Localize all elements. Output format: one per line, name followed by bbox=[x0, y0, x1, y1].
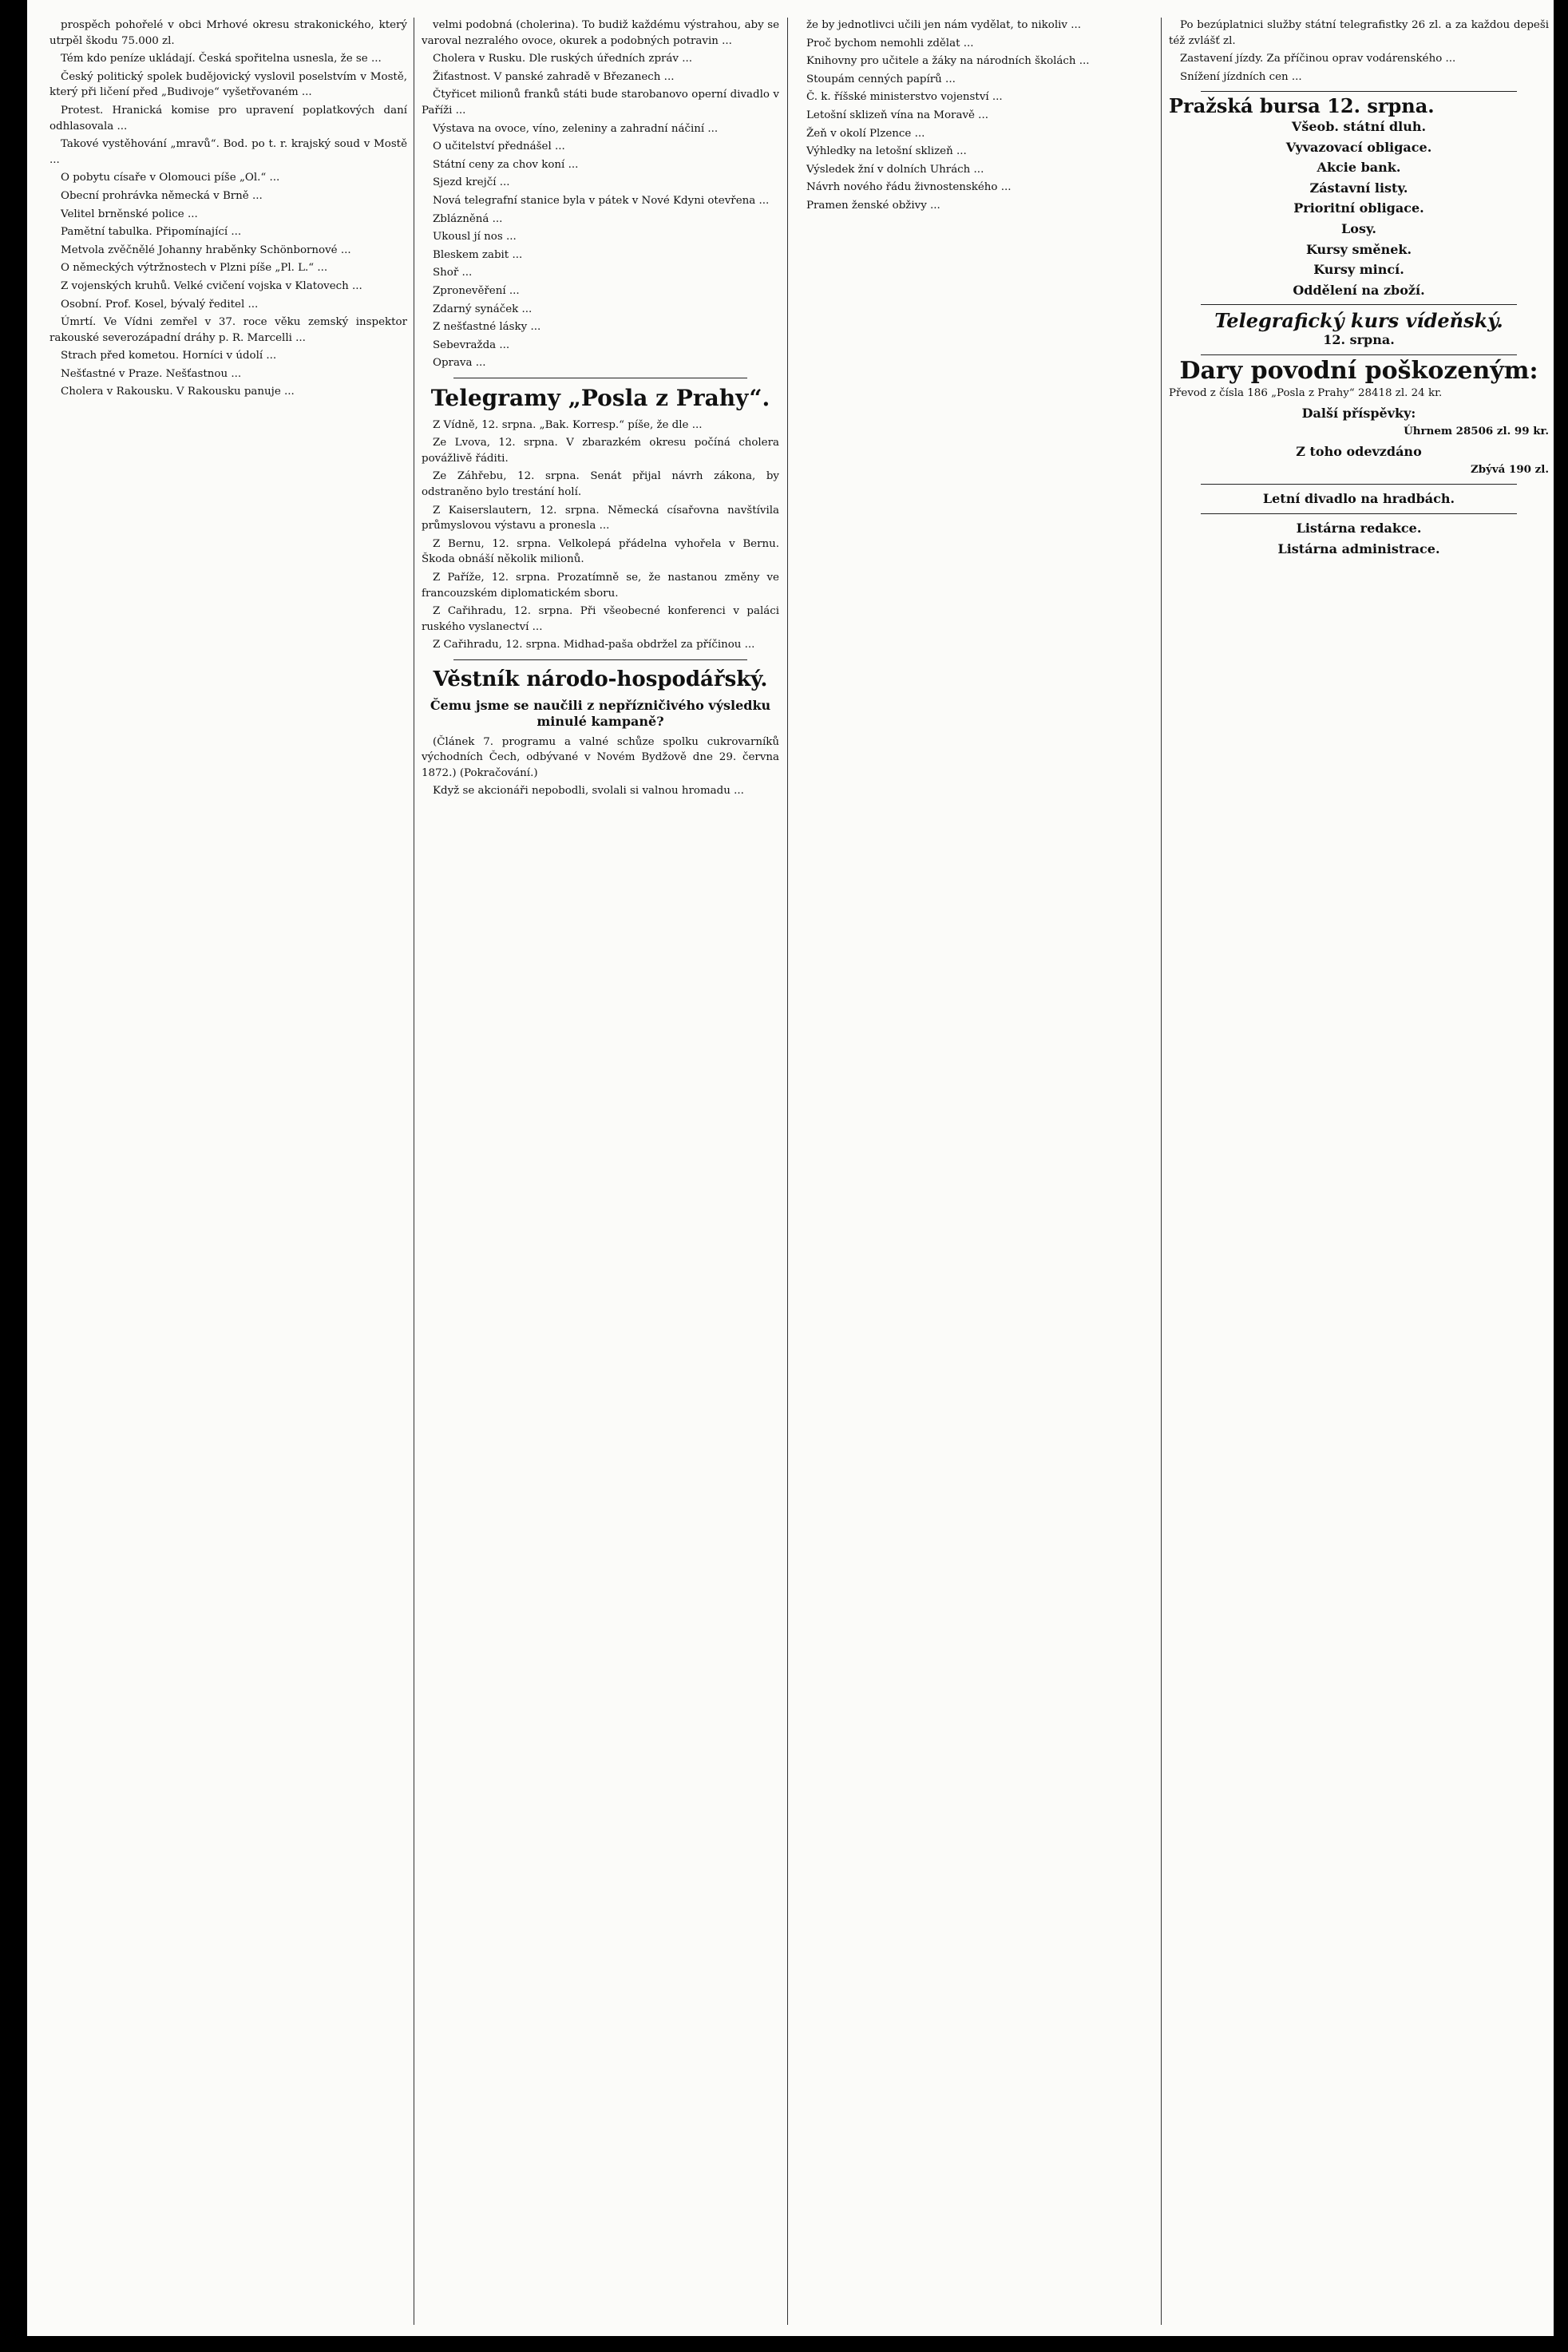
bursa-section-title: Kursy mincí. bbox=[1313, 262, 1404, 278]
section-divider bbox=[1201, 91, 1517, 92]
dary-line: Převod z čísla 186 „Posla z Prahy“ 28418 zl. 24 kr. bbox=[1169, 386, 1443, 399]
bursa-heading bbox=[1169, 94, 1549, 118]
telegram-item: Z Vídně, 12. srpna. „Bak. Korresp.“ píše, že dle ... bbox=[433, 418, 703, 431]
article-paragraph: Nová telegrafní stanice byla v pátek v Nové Kdyni otevřena ... bbox=[433, 194, 770, 207]
article-paragraph: Po bezúplatnici služby státní telegrafistky 26 zl. a za každou depeši též zvlášť zl. bbox=[1169, 19, 1549, 47]
article-paragraph: Č. k. říšské ministerstvo vojenství ... bbox=[806, 91, 1003, 104]
article-paragraph: Výsledek žní v dolních Uhrách ... bbox=[806, 163, 984, 176]
telegram-item: Ze Lvova, 12. srpna. V zbarazkém okresu počíná cholera povážlivě řáditi. bbox=[422, 437, 779, 465]
article-paragraph: Pramen ženské obživy ... bbox=[806, 199, 940, 212]
column-1 bbox=[49, 18, 407, 2325]
article-paragraph: Stoupám cenných papírů ... bbox=[806, 73, 956, 85]
article-paragraph: Zpronevěření ... bbox=[433, 284, 520, 297]
article-paragraph: Zblázněná ... bbox=[433, 212, 503, 225]
bursa-section-title: Akcie bank. bbox=[1317, 160, 1401, 176]
column-rule bbox=[787, 18, 788, 2325]
bursa-section-title: Oddělení na zboží. bbox=[1293, 282, 1425, 298]
listarna-administrace-heading: Listárna administrace. bbox=[1277, 540, 1440, 556]
telegram-item: Z Kaiserslautern, 12. srpna. Německá císařovna navštívila průmyslovou výstavu a pronesla ... bbox=[422, 504, 779, 533]
article-paragraph: Bleskem zabit ... bbox=[433, 248, 523, 261]
telegram-item: Z Cařihradu, 12. srpna. Midhad-paša obdržel za příčinou ... bbox=[433, 639, 755, 651]
article-paragraph: Státní ceny za chov koní ... bbox=[433, 158, 579, 171]
vestnik-heading: Věstník národo-hospodářský. bbox=[433, 667, 768, 691]
scan-border-left bbox=[0, 0, 27, 2352]
bursa-section-title: Všeob. státní dluh. bbox=[1291, 118, 1427, 134]
article-paragraph: Sjezd krejčí ... bbox=[433, 176, 510, 189]
article-paragraph: Když se akcionáři nepobodli, svolali si valnou hromadu ... bbox=[433, 785, 744, 798]
column-3 bbox=[795, 18, 1153, 2325]
article-paragraph: Oprava ... bbox=[433, 357, 486, 370]
article-paragraph: Cholera v Rusku. Dle ruských úředních zpráv ... bbox=[433, 53, 692, 65]
dary-remaining: Zbývá 190 zl. bbox=[1470, 462, 1549, 476]
scan-border-right bbox=[1554, 0, 1568, 2352]
article-paragraph: Ukousl jí nos ... bbox=[433, 231, 517, 244]
article-paragraph: Letošní sklizeň vína na Moravě ... bbox=[806, 109, 988, 121]
article-paragraph: Zastavení jízdy. Za příčinou oprav vodárenského ... bbox=[1180, 53, 1456, 65]
section-divider bbox=[1201, 513, 1517, 514]
column-rule bbox=[1161, 18, 1162, 2325]
telegram-item: Z Cařihradu, 12. srpna. Při všeobecné konferenci v paláci ruského vyslanectví ... bbox=[422, 605, 779, 633]
telegram-item: Z Paříže, 12. srpna. Prozatímně se, že nastanou změny ve francouzském diplomatickém sboru. bbox=[422, 572, 779, 600]
article-paragraph: Z vojenských kruhů. Velké cvičení vojska v Klatovech ... bbox=[61, 279, 362, 292]
vestnik-note: (Článek 7. programu a valné schůze spolku cukrovarníků východních Čech, odbývané v Novém Bydžově dne 29. června 1872.) (Pokračování.) bbox=[422, 735, 779, 779]
bursa-section-title: Kursy směnek. bbox=[1305, 241, 1412, 257]
article-paragraph: Cholera v Rakousku. V Rakousku panuje ... bbox=[61, 386, 295, 398]
section-divider bbox=[1201, 484, 1517, 485]
article-paragraph: O pobytu císaře v Olomouci píše „Ol.“ ... bbox=[61, 172, 280, 184]
article-paragraph: Sebevražda ... bbox=[433, 339, 510, 351]
article-paragraph: O německých výtržnostech v Plzni píše „Pl. L.“ ... bbox=[61, 262, 328, 275]
section-divider bbox=[1201, 304, 1517, 305]
dary-heading: Dary povodní poškozeným: bbox=[1179, 356, 1538, 385]
article-paragraph: Shoř ... bbox=[433, 267, 473, 279]
telegramy-heading: Telegramy „Posla z Prahy“. bbox=[430, 384, 770, 411]
telegram-item: Z Bernu, 12. srpna. Velkolepá přádelna vyhořela v Bernu. Škoda obnáší několik milionů. bbox=[422, 537, 779, 566]
article-paragraph: Obecní prohrávka německá v Brně ... bbox=[61, 189, 263, 202]
column-4 bbox=[1169, 18, 1549, 2325]
article-paragraph: Proč bychom nemohli zdělat ... bbox=[806, 37, 974, 49]
listarna-redakce-heading: Listárna redakce. bbox=[1296, 521, 1422, 537]
article-paragraph: Metvola zvěčnělé Johanny hraběnky Schönbornové ... bbox=[61, 244, 351, 256]
article-paragraph: Z nešťastné lásky ... bbox=[433, 321, 541, 334]
section-divider bbox=[453, 659, 747, 660]
article-paragraph: Tém kdo peníze ukládají. Česká spořitelna usnesla, že se ... bbox=[61, 53, 382, 65]
bursa-section-title: Zástavní listy. bbox=[1309, 180, 1408, 196]
article-paragraph: Nešťastné v Praze. Nešťastnou ... bbox=[61, 367, 242, 380]
vestnik-subheading: Čemu jsme se naučili z nepřízničivého výsledku minulé kampaně? bbox=[430, 697, 771, 729]
article-paragraph: O učitelství přednášel ... bbox=[433, 141, 565, 153]
section-divider bbox=[1201, 354, 1517, 355]
article-paragraph: Výhledky na letošní sklizeň ... bbox=[806, 145, 967, 158]
bursa-date: 12. srpna. bbox=[1327, 94, 1435, 118]
telegram-item: Ze Záhřebu, 12. srpna. Senát přijal návrh zákona, by odstraněno bylo trestání holí. bbox=[422, 470, 779, 499]
article-paragraph: Úmrtí. Ve Vídni zemřel v 37. roce věku zemský inspektor rakouské severozápadní dráhy p. R. Marcelli ... bbox=[49, 316, 407, 344]
bursa-section-title: Prioritní obligace. bbox=[1293, 200, 1424, 216]
kurs-heading: Telegrafický kurs vídeňský. bbox=[1214, 309, 1503, 333]
dary-total: Úhrnem 28506 zl. 99 kr. bbox=[1404, 424, 1549, 438]
article-paragraph: prospěch pohořelé v obci Mrhové okresu strakonického, který utrpěl škodu 75.000 zl. bbox=[49, 19, 407, 47]
column-2 bbox=[422, 18, 779, 2325]
article-paragraph: Protest. Hranická komise pro upravení poplatkových daní odhlasovala ... bbox=[49, 104, 407, 133]
article-paragraph: Žeň v okolí Plzence ... bbox=[806, 127, 925, 140]
dary-line: Z toho odevzdáno bbox=[1296, 444, 1422, 460]
article-paragraph: Čtyřicet milionů franků státi bude starobanovo operní divadlo v Paříži ... bbox=[422, 89, 779, 117]
bursa-section-title: Losy. bbox=[1341, 220, 1376, 236]
bursa-section-title: Vyvazovací obligace. bbox=[1285, 139, 1432, 155]
article-paragraph: Knihovny pro učitele a žáky na národních školách ... bbox=[806, 55, 1090, 68]
article-paragraph: že by jednotlivci učili jen nám vydělat, to nikoliv ... bbox=[806, 19, 1081, 31]
article-paragraph: velmi podobná (cholerina). To budiž každému výstrahou, aby se varoval nezralého ovoce, okurek a podobných potravin ... bbox=[422, 19, 779, 47]
article-paragraph: Snížení jízdních cen ... bbox=[1180, 70, 1302, 83]
article-paragraph: Žiťastnost. V panské zahradě v Březanech ... bbox=[433, 70, 675, 83]
article-paragraph: Strach před kometou. Horníci v údolí ... bbox=[61, 350, 277, 362]
article-paragraph: Zdarný synáček ... bbox=[433, 303, 533, 315]
theater-heading: Letní divadlo na hradbách. bbox=[1262, 491, 1455, 507]
article-paragraph: Pamětní tabulka. Připomínající ... bbox=[61, 226, 242, 239]
bursa-title: Pražská bursa bbox=[1169, 94, 1321, 118]
dary-line: Další příspěvky: bbox=[1301, 406, 1416, 422]
article-paragraph: Český politický spolek budějovický vyslovil poselstvím v Mostě, který při ličení před „Budivoje“ vyšetřovaném ... bbox=[49, 70, 407, 99]
article-paragraph: Výstava na ovoce, víno, zeleniny a zahradní náčiní ... bbox=[433, 122, 719, 135]
article-paragraph: Osobní. Prof. Kosel, bývalý ředitel ... bbox=[61, 298, 259, 311]
article-paragraph: Návrh nového řádu živnostenského ... bbox=[806, 181, 1012, 194]
article-paragraph: Takové vystěhování „mravů“. Bod. po t. r. krajský soud v Mostě ... bbox=[49, 138, 407, 166]
kurs-date: 12. srpna. bbox=[1323, 331, 1395, 347]
scan-border-bottom bbox=[0, 2336, 1568, 2352]
article-paragraph: Velitel brněnské police ... bbox=[61, 208, 198, 220]
